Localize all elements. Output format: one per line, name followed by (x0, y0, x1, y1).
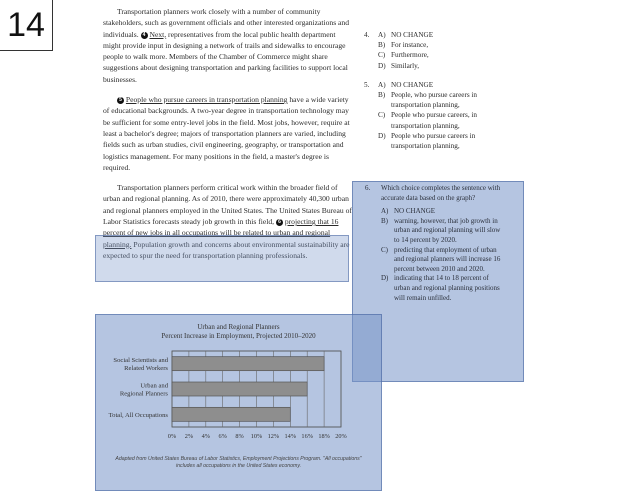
category-label: Regional Planners (119, 390, 168, 398)
x-tick-label: 8% (235, 433, 244, 440)
option-text[interactable]: predicting that employment of urban and regional planners will increase 16 percent between 2010 and 2020. (394, 245, 501, 273)
option-text[interactable]: NO CHANGE (391, 31, 434, 39)
chart-source: Adapted from United States Bureau of Labor Statistics, Employment Projections Program. "All occupations" includes all occupations in the United States economy. (115, 456, 362, 469)
x-tick-label: 6% (218, 433, 227, 440)
option-letter[interactable]: B) (378, 91, 386, 100)
option-letter[interactable]: D) (378, 131, 386, 140)
chart-subtitle: Percent Increase in Employment, Projected 2010–2020 (161, 332, 316, 340)
option-text[interactable]: Similarly, (391, 61, 420, 70)
option-text[interactable]: For instance, (391, 41, 429, 50)
option-text[interactable]: People, who pursue careers in transportation planning, (391, 91, 478, 110)
question-marker-5: 5 (117, 97, 124, 104)
chart-panel (95, 314, 382, 491)
option-text[interactable]: People who pursue careers in transportation planning, (391, 131, 476, 151)
option-text[interactable]: warning, however, that job growth in urban and regional planning will slow to 14 percent by 2020. (394, 216, 501, 244)
question-number-box: 14 (0, 0, 53, 51)
x-tick-label: 12% (267, 433, 280, 440)
bar (172, 407, 290, 421)
x-tick-label: 0% (167, 433, 177, 440)
x-tick-label: 14% (284, 433, 297, 440)
option-letter[interactable]: D) (378, 61, 386, 70)
bar (172, 357, 324, 371)
question-6-number: 6. (365, 184, 371, 192)
passage (103, 6, 353, 270)
option-letter[interactable]: B) (381, 216, 388, 225)
option-letter[interactable]: C) (378, 51, 386, 60)
para1-text: Transportation planners work closely with a number of community stakeholders, such as government officials and other interested organizations and individuals. (103, 7, 350, 39)
x-tick-label: 16% (301, 433, 313, 440)
option-letter[interactable]: A) (381, 207, 389, 216)
question-marker-4: 4 (141, 32, 148, 39)
underlined-next[interactable]: Next, (149, 29, 167, 39)
para2-rest: have a wide variety of educational backgrounds. A two-year degree in transportation technology may be sufficient for some entry-level jobs in the field. Most jobs, however, require at least a bachelor's degree; majors of transportation planners are varied, including fields such as urban studies, civil engineering, geography, or transportation and logistics management. For many positions in the field, a master's degree is required. (103, 95, 350, 172)
option-letter[interactable]: C) (378, 111, 386, 120)
category-label: Related Workers (124, 365, 168, 373)
option-text[interactable]: Furthermore, (391, 51, 429, 60)
category-label: Urban and (140, 382, 168, 390)
option-letter[interactable]: C) (381, 245, 388, 254)
passage-paragraph-1 (103, 6, 353, 85)
para3-rest: Population growth and concerns about environmental sustainability are expected to spur the need for transportation planning professionals. (103, 239, 350, 260)
x-tick-label: 2% (184, 433, 194, 440)
option-text[interactable]: NO CHANGE (391, 80, 434, 89)
passage-paragraph-2 (103, 94, 353, 173)
underlined-projecting[interactable]: projecting that 16 percent of new jobs in all occupations will be related to urban and regional planning. (103, 217, 339, 249)
option-text[interactable]: People who pursue careers, in transportation planning, (391, 111, 478, 130)
chart-title: Urban and Regional Planners (197, 323, 280, 331)
question-5-number: 5. (364, 80, 370, 89)
para3-text: Transportation planners perform critical work within the broader field of urban and regional planning. As of 2010, there were approximately 40,300 urban and regional planners employed in the United States. The United States Bureau of Labor Statistics forecasts steady job growth in this field, (103, 183, 352, 227)
option-letter[interactable]: D) (381, 274, 389, 283)
x-tick-label: 18% (318, 433, 330, 440)
x-tick-label: 4% (201, 433, 211, 440)
option-letter[interactable]: B) (378, 41, 386, 50)
option-text[interactable]: indicating that 14 to 18 percent of urban and regional planning positions will remain unfilled. (394, 274, 500, 302)
x-tick-label: 20% (335, 433, 347, 440)
question-5 (364, 80, 514, 151)
option-letter[interactable]: A) (378, 31, 386, 39)
question-4 (364, 30, 514, 71)
para1-rest: representatives from the local public health department might provide input in designing a network of trails and sidewalks to encourage people to walk more. Members of the Chamber of Commerce might share suggestions about designing transportation and parking facilities to support local businesses. (103, 29, 348, 84)
underlined-people[interactable]: People who pursue careers in transportation planning (125, 95, 288, 105)
option-text[interactable]: NO CHANGE (394, 207, 436, 216)
question-marker-6: 6 (276, 219, 283, 226)
category-label: Social Scientists and (113, 357, 168, 365)
category-label: Total, All Occupations (108, 411, 168, 419)
highlight-overlay (95, 235, 349, 282)
bar (172, 382, 307, 396)
question-4-number: 4. (364, 31, 370, 39)
question-6-stem: Which choice completes the sentence with accurate data based on the graph? (381, 184, 501, 202)
option-letter[interactable]: A) (378, 80, 386, 89)
x-tick-label: 10% (250, 433, 263, 440)
questions-column (364, 30, 514, 160)
